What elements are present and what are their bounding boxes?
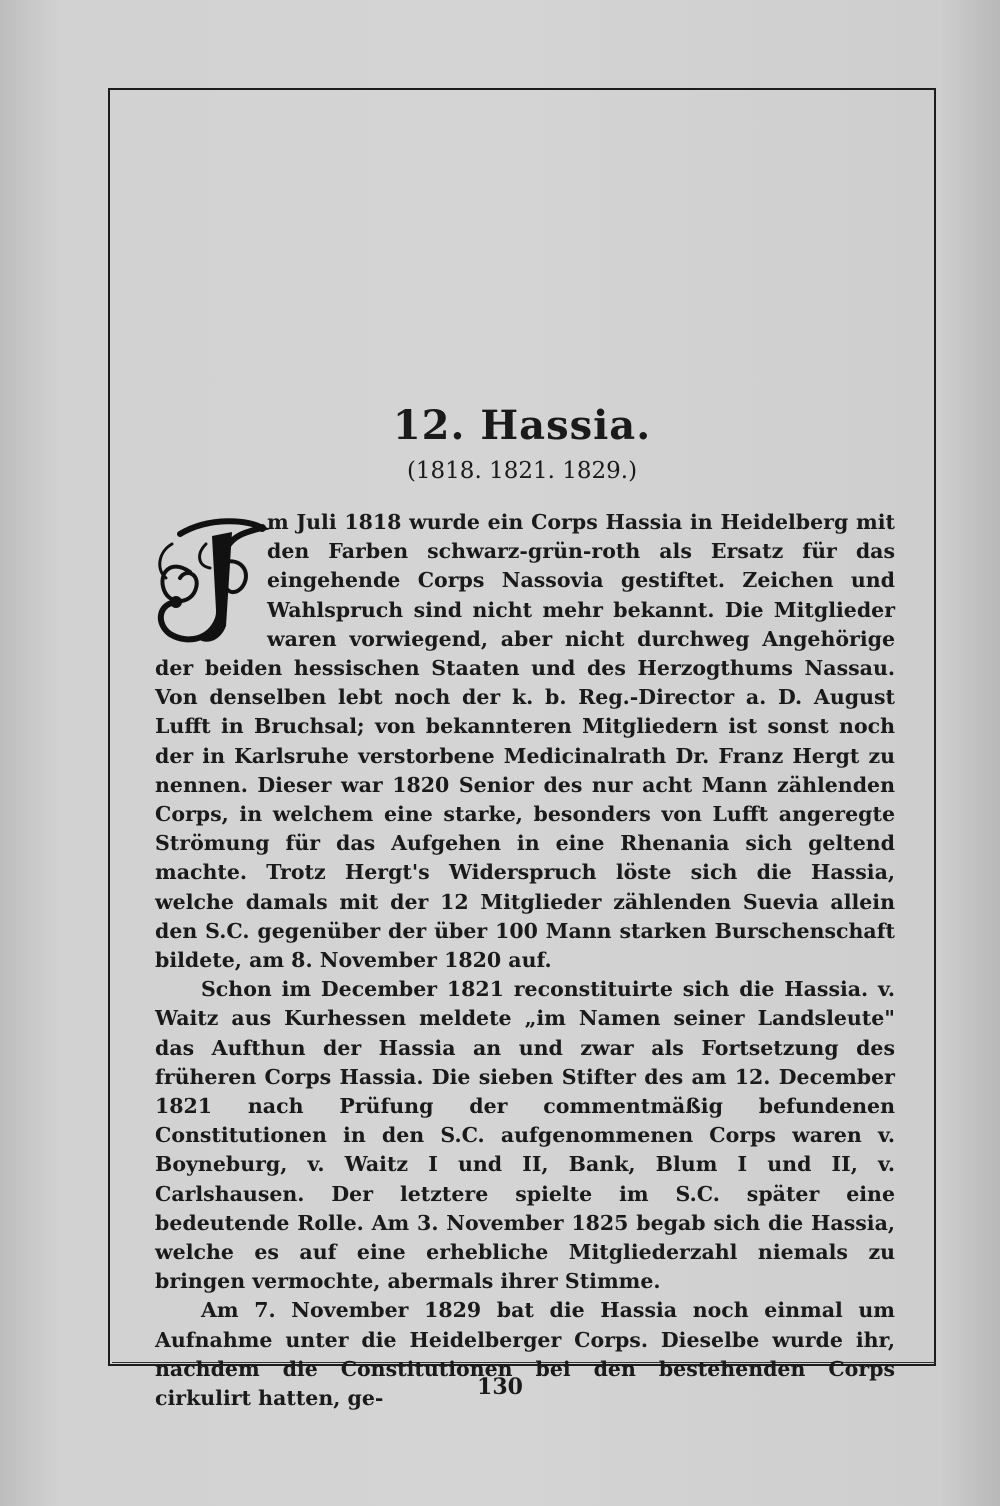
page-number: 130 <box>477 1374 523 1400</box>
dropcap-spacer <box>155 510 267 652</box>
paragraph-1: m Juli 1818 wurde ein Corps Hassia in Heidelberg mit den Farben schwarz-grün-roth als Ersatz für das eingehende Corps Nassovia gestiftet. Zeichen und Wahlspruch sind nicht mehr bekannt. Die Mitglieder waren vorwiegend, aber nicht durchweg Angehörige der beiden hessischen Staaten und des Herzogthums Nassau. Von denselben lebt noch der k. b. Reg.-Director a. D. August Lufft in Bruchsal; von bekannteren Mitgliedern ist sonst noch der in Karlsruhe verstorbene Medicinalrath Dr. Franz Hergt zu nennen. Dieser war 1820 Senior des nur acht Mann zählenden Corps, in welchem eine starke, besonders von Lufft angeregte Strömung für das Aufgehen in eine Rhenania sich geltend machte. Trotz Hergt's Widerspruch löste sich die Hassia, welche damals mit der 12 Mitglieder zählenden Suevia allein den S.C. gegenüber der über 100 Mann starken Burschenschaft bildete, am 8. November 1820 auf. <box>155 510 895 973</box>
body-text <box>155 508 895 1413</box>
chapter-heading: 12. Hassia. <box>392 402 652 449</box>
paragraph-2: Schon im December 1821 reconstituirte sich die Hassia. v. Waitz aus Kurhessen meldete „im Namen seiner Landsleute" das Aufthun der Hassia an und zwar als Fortsetzung des früheren Corps Hassia. Die sieben Stifter des am 12. December 1821 nach Prüfung der commentmäßig befundenen Constitutionen in den S.C. aufgenommenen Corps waren v. Boyneburg, v. Waitz I und II, Bank, Blum I und II, v. Carlshausen. Der letztere spielte im S.C. später eine bedeutende Rolle. Am 3. November 1825 begab sich die Hassia, welche es auf eine erhebliche Mitgliederzahl niemals zu bringen vermochte, abermals ihrer Stimme. <box>155 977 895 1294</box>
paragraph-3: Am 7. November 1829 bat die Hassia noch einmal um Aufnahme unter die Heidelberger Corps. Dieselbe wurde ihr, nachdem die Constitutionen bei den bestehenden Corps cirkulirt hatten, ge- <box>155 1298 895 1411</box>
chapter-years: (1818. 1821. 1829.) <box>406 458 638 484</box>
